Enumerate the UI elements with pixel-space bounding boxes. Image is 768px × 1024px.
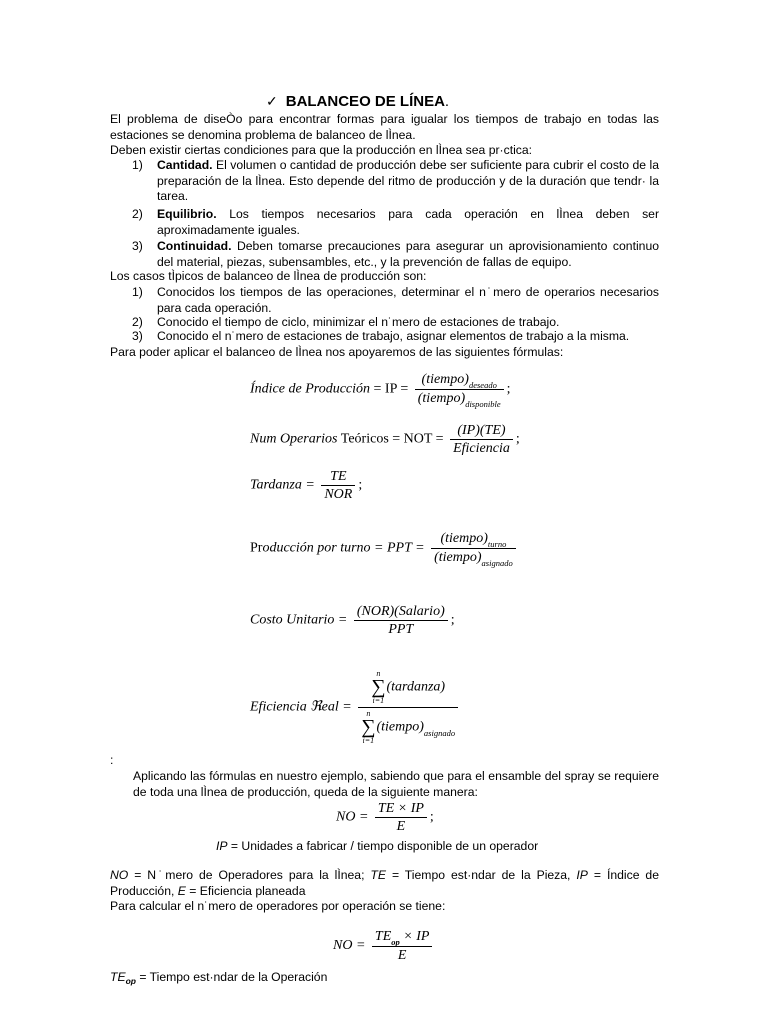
sum-upper: n bbox=[376, 669, 381, 678]
list-number: 1) bbox=[132, 158, 143, 172]
formula-tardanza bbox=[250, 468, 362, 503]
colon-mark: : bbox=[110, 753, 114, 767]
numerator: (tiempo) bbox=[440, 531, 488, 546]
sum-symbol: ∑ bbox=[371, 676, 386, 698]
check-icon: ✓ bbox=[266, 93, 278, 109]
condition-text: El volumen o cantidad de producción debe ser suficiente para cubrir el costo de la preparación de la lÌnea. Esto depende del ritmo de producción y de la duración que tendr· la tarea. bbox=[157, 158, 659, 203]
condition-text: Deben tomarse precauciones para asegurar un aprovisionamiento continuo del material, piezas, subensambles, etc., y la prevención de fallas de equipo. bbox=[157, 239, 659, 269]
definition-text: = Tiempo est·ndar de la Operación bbox=[135, 970, 328, 984]
denominator: PPT bbox=[388, 622, 414, 637]
numerator: (tiempo) bbox=[421, 372, 469, 387]
teop-definition bbox=[110, 970, 327, 987]
sum-lower: i=1 bbox=[362, 736, 375, 745]
denominator: (tiempo) bbox=[434, 550, 482, 565]
definition-text: = N˙mero de Operadores para la lÌnea; bbox=[128, 868, 371, 882]
subscript: turno bbox=[487, 539, 507, 549]
numerator: (NOR)(Salario) bbox=[354, 603, 448, 621]
numerator: TE × IP bbox=[375, 800, 427, 818]
semicolon: ; bbox=[429, 809, 434, 825]
fraction bbox=[415, 371, 504, 408]
subscript: asignado bbox=[481, 558, 513, 568]
example-paragraph: Aplicando las fórmulas en nuestro ejemplo, sabiendo que para el ensamble del spray se requiere de toda una lÌnea de producción, queda de la siguiente manera: bbox=[133, 769, 659, 799]
cases-intro: Los casos tÌpicos de balanceo de lÌnea de producción son: bbox=[110, 269, 427, 283]
definition-text: = Unidades a fabricar / tiempo disponible de un operador bbox=[227, 839, 539, 853]
numerator: (IP)(TE) bbox=[450, 422, 513, 440]
definition-text: = Índice de Producción, bbox=[110, 868, 659, 898]
variable: TE bbox=[110, 970, 126, 984]
intro-paragraph: El problema de diseÒo para encontrar formas para igualar los tiempos de trabajo en todas las estaciones se denomina problema de balanceo de lÌnea. bbox=[110, 112, 659, 142]
variable: TE bbox=[370, 868, 386, 882]
variable: IP bbox=[576, 868, 588, 882]
formula-lhs: Costo Unitario = bbox=[250, 612, 348, 628]
formulas-intro: Para poder aplicar el balanceo de lÌnea nos apoyaremos de las siguientes fórmulas: bbox=[110, 345, 564, 359]
formula-lhs: oducción por turno = PPT = bbox=[262, 540, 425, 556]
fraction bbox=[358, 670, 458, 745]
formula-real-efficiency bbox=[250, 670, 461, 745]
summation-icon bbox=[371, 670, 385, 705]
formula-equals: = IP = bbox=[373, 381, 409, 397]
formula-no-op bbox=[333, 928, 435, 964]
subscript: deseado bbox=[468, 380, 497, 390]
subscript: op bbox=[125, 976, 136, 986]
formula-lhs: Eficiencia ℜeal = bbox=[250, 699, 352, 715]
fraction bbox=[450, 422, 513, 457]
fraction bbox=[431, 530, 516, 567]
conditions-intro: Deben existir ciertas condiciones para que la producción en lÌnea sea pr·ctica: bbox=[110, 143, 533, 157]
fraction bbox=[354, 603, 448, 638]
denominator: Eficiencia bbox=[453, 441, 510, 456]
semicolon: ; bbox=[358, 477, 363, 493]
semicolon: ; bbox=[506, 381, 511, 397]
formula-lhs: oducción bbox=[318, 381, 371, 397]
formula-lhs: Teóricos bbox=[337, 431, 389, 447]
list-item bbox=[157, 158, 659, 205]
subscript: disponible bbox=[465, 399, 501, 409]
denominator: E bbox=[396, 819, 406, 834]
numerator: TE bbox=[374, 929, 392, 944]
denominator: (tiempo) bbox=[376, 719, 424, 735]
condition-text: Los tiempos necesarios para cada operación en lÌnea deben ser aproximadamente iguales. bbox=[157, 207, 659, 237]
definition-text: = Eficiencia planeada bbox=[185, 883, 306, 898]
formula-production-index bbox=[250, 371, 511, 408]
formula-lhs: Tardanza = bbox=[250, 477, 315, 493]
denominator: (tiempo) bbox=[417, 391, 466, 406]
semicolon: ; bbox=[450, 612, 455, 628]
denominator: E bbox=[397, 948, 407, 963]
fraction bbox=[375, 800, 427, 835]
variable: NO bbox=[110, 868, 129, 882]
list-number: 3) bbox=[132, 329, 143, 343]
sum-upper: n bbox=[366, 709, 371, 718]
denominator: NOR bbox=[324, 487, 353, 502]
numerator: TE bbox=[321, 468, 355, 486]
fraction bbox=[372, 928, 433, 964]
numerator: × IP bbox=[399, 929, 430, 944]
condition-term: Equilibrio. bbox=[157, 207, 217, 221]
list-item: Conocidos los tiempos de las operaciones, determinar el n˙mero de operarios necesarios para cada operación. bbox=[157, 285, 659, 315]
formula-lhs: NO = bbox=[336, 809, 369, 825]
list-item: Conocido el tiempo de ciclo, minimizar el n˙mero de estaciones de trabajo. bbox=[157, 315, 560, 329]
formula-production-per-shift bbox=[250, 530, 519, 567]
formula-unit-cost bbox=[250, 603, 455, 638]
page-title bbox=[266, 93, 449, 110]
list-item bbox=[157, 239, 659, 270]
title-text: BALANCEO DE LÍNEA bbox=[285, 93, 445, 110]
formula-num-operators bbox=[250, 422, 520, 457]
definition-text: = Tiempo est·ndar de la Pieza, bbox=[386, 868, 577, 882]
numerator: (tardanza) bbox=[386, 679, 446, 695]
sum-symbol: ∑ bbox=[361, 716, 376, 738]
sum-lower: i=1 bbox=[372, 696, 385, 705]
summation-icon bbox=[361, 710, 375, 745]
variable: E bbox=[177, 883, 186, 898]
formula-equals: = NOT = bbox=[392, 431, 444, 447]
list-number: 2) bbox=[132, 315, 143, 329]
list-item: Conocido el n˙mero de estaciones de trabajo, asignar elementos de trabajo a la misma. bbox=[157, 329, 630, 343]
semicolon: ; bbox=[515, 431, 520, 447]
formula-lhs: NO = bbox=[333, 938, 366, 954]
variable: IP bbox=[216, 839, 228, 853]
formula-no bbox=[336, 800, 434, 835]
fraction bbox=[321, 468, 355, 503]
formula-lhs: Num Operarios bbox=[250, 431, 338, 447]
formula-lhs: Índice de Pr bbox=[250, 381, 319, 397]
condition-term: Cantidad. bbox=[157, 158, 213, 172]
title-period: . bbox=[444, 93, 450, 110]
ip-definition bbox=[216, 839, 538, 855]
subscript: asignado bbox=[423, 727, 456, 738]
calc-intro: Para calcular el n˙mero de operadores por operación se tiene: bbox=[110, 899, 446, 913]
definitions-paragraph bbox=[110, 868, 659, 899]
subscript: op bbox=[391, 937, 400, 947]
list-number: 1) bbox=[132, 285, 143, 299]
list-number: 3) bbox=[132, 239, 143, 253]
formula-lhs: Pr bbox=[250, 540, 263, 556]
list-item bbox=[157, 207, 659, 238]
list-number: 2) bbox=[132, 207, 143, 221]
condition-term: Continuidad. bbox=[157, 239, 232, 253]
